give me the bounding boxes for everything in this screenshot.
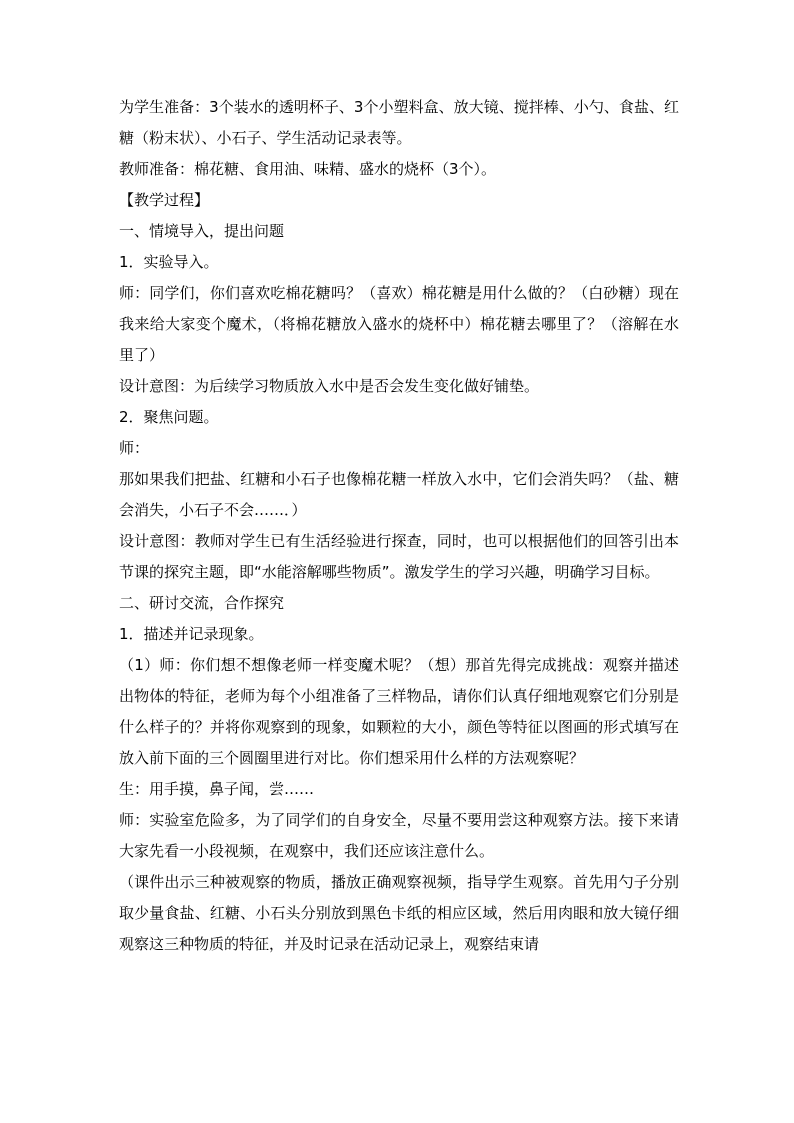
materials-students: 为学生准备：3个装水的透明杯子、3个小塑料盒、放大镜、搅拌棒、小勺、食盐、红糖（粉末状）、小石子、学生活动记录表等。 xyxy=(119,98,679,147)
paragraph-teacher-safety: 师：实验室危险多，为了同学们的自身安全，尽量不要用尝这种观察方法。接下来请大家先看一小段视频，在观察中，我们还应该注意什么。 xyxy=(119,811,679,860)
materials-teacher: 教师准备：棉花糖、食用油、味精、盛水的烧杯（3个）。 xyxy=(119,160,497,178)
section-heading-process: 【教学过程】 xyxy=(119,191,210,209)
paragraph-observation-task: （1）师：你们想不想像老师一样变魔术呢？（想）那首先得完成挑战：观察并描述出物体的特征，老师为每个小组准备了三样物品，请你们认真仔细地观察它们分别是什么样子的？并将你观察到的现象，如颗粒的大小，颜色等特征以图画的形式填写在放入前下面的三个圆圈里进行对比。你们想采用什么样的方法观察呢？ xyxy=(119,656,679,767)
document-body xyxy=(119,92,679,960)
paragraph-teacher-label: 师： xyxy=(119,439,150,457)
paragraph-design-intent-2: 设计意图：教师对学生已有生活经验进行探查，同时，也可以根据他们的回答引出本节课的探究主题，即“水能溶解哪些物质”。激发学生的学习兴趣，明确学习目标。 xyxy=(119,532,679,581)
paragraph-question: 那如果我们把盐、红糖和小石子也像棉花糖一样放入水中，它们会消失吗？（盐、糖会消失，小石子不会……．） xyxy=(119,470,679,519)
subheading-1-1: 1．实验导入。 xyxy=(119,253,219,271)
paragraph-courseware: （课件出示三种被观察的物质，播放正确观察视频，指导学生观察。首先用勺子分别取少量食盐、红糖、小石头分别放到黑色卡纸的相应区域，然后用肉眼和放大镜仔细观察这三种物质的特征，并及时记录在活动记录上，观察结束请 xyxy=(119,873,679,953)
subheading-1-2: 2．聚焦问题。 xyxy=(119,408,219,426)
paragraph-student-answer: 生：用手摸，鼻子闻，尝…… xyxy=(119,780,315,798)
subheading-2-1: 1．描述并记录现象。 xyxy=(119,625,264,643)
paragraph-design-intent-1: 设计意图：为后续学习物质放入水中是否会发生变化做好铺垫。 xyxy=(119,377,540,395)
section-heading-2: 二、研讨交流，合作探究 xyxy=(119,594,285,612)
paragraph-teacher-intro: 师：同学们，你们喜欢吃棉花糖吗？（喜欢）棉花糖是用什么做的？（白砂糖）现在我来给大家变个魔术，（将棉花糖放入盛水的烧杯中）棉花糖去哪里了？（溶解在水里了） xyxy=(119,284,679,364)
section-heading-1: 一、情境导入，提出问题 xyxy=(119,222,285,240)
